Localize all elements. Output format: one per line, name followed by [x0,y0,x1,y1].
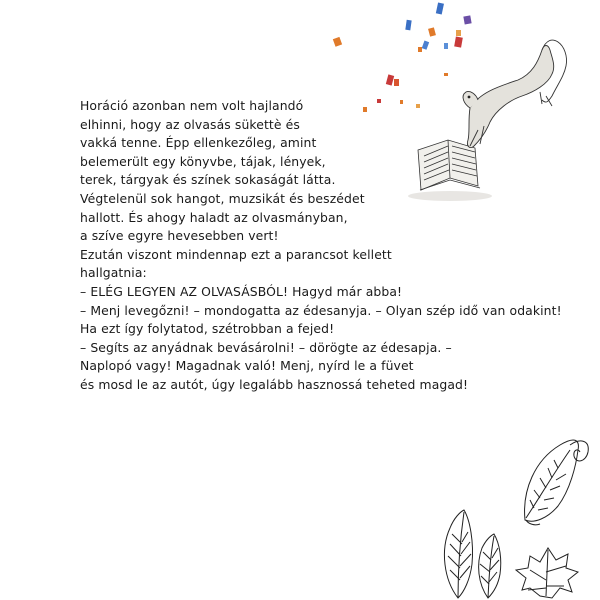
story-line: – Menj levegőzni! – mondogatta az édesanyja. – Olyan szép idő van odakint! [80,302,562,318]
story-line: és mosd le az autót, úgy legalább hasznossá teheted magad! [80,376,469,392]
story-line: Ezután viszont mindennap ezt a parancsot kellett [80,246,392,262]
story-line: – Segíts az anyádnak bevásárolni! – dörögte az édesapja. – [80,339,452,355]
confetti [333,2,472,112]
story-line: terek, tárgyak és színek sokaságát látta. [80,172,336,188]
story-line: Ha ezt így folytatod, szétrobban a fejed! [80,321,335,337]
story-line: belemerült egy könyvbe, tájak, lények, [80,153,326,169]
narrow-leaf-icon [444,510,472,598]
story-line: Naplopó vagy! Magadnak való! Menj, nyírd le a füvet [80,358,414,374]
story-line: elhinni, hogy az olvasás sükettè és [80,116,300,132]
narrow-leaf-icon [479,534,501,598]
story-line: – ELÉG LEGYEN AZ OLVASÁSBÓL! Hagyd már abba! [80,283,403,299]
story-line: hallgatnia: [80,265,147,281]
maple-leaf-icon [516,548,578,598]
curled-leaf-icon [525,440,589,525]
story-line: hallott. És ahogy haladt az olvasmányban, [80,209,348,225]
story-text [80,97,560,395]
story-line: a szíve egyre hevesebben vert! [80,228,279,244]
leaf-drawings [430,420,600,600]
story-line: Horáció azonban nem volt hajlandó [80,98,304,113]
story-line: vakká tenne. Épp ellenkezőleg, amint [80,135,317,151]
story-line: Végtelenül sok hangot, muzsikát és beszédet [80,190,365,206]
